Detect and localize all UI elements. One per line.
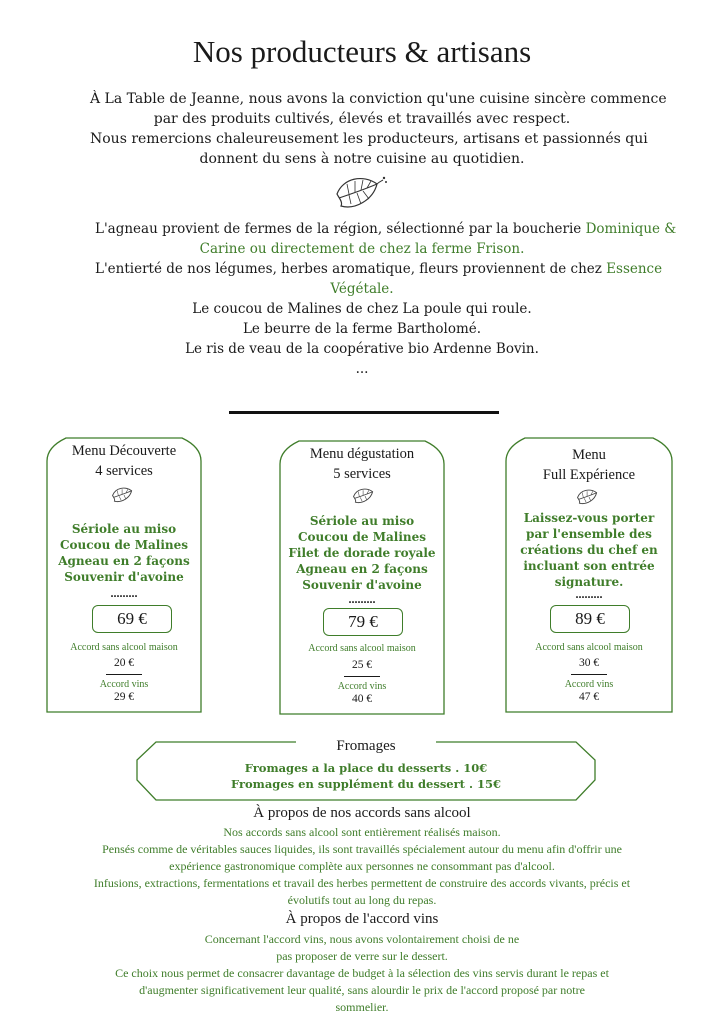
text-line: évolutifs tout au long du repas. (287, 893, 437, 907)
intro-line: par des produits cultivés, élevés et travaillés avec respect. (153, 111, 571, 127)
producer-vegetables-supplier-cont: Végétale. (330, 281, 394, 297)
intro-line: À La Table de Jeanne, nous avons la conviction qu'une cuisine sincère commence (90, 91, 667, 107)
accord-sans-alcool-price: 20 € (113, 657, 135, 669)
menu-item: incluant son entrée (523, 559, 655, 573)
accord-divider (106, 674, 142, 675)
accord-vins-label: Accord vins (564, 679, 614, 690)
menu-item: Sériole au miso (71, 522, 177, 536)
producer-coucou: Le coucou de Malines de chez La poule qui roule. (192, 301, 532, 317)
menu-item: Filet de dorade royale (288, 546, 436, 560)
accord-sans-alcool-label: Accord sans alcool maison (535, 642, 643, 653)
menu-item: par l'ensemble des (526, 527, 652, 541)
menu-dots: ......... (348, 592, 376, 606)
menu-card-degustation (279, 440, 445, 715)
fromages-title: Fromages (336, 738, 396, 754)
accord-vins-text (40, 931, 684, 1016)
intro-line: Nous remercions chaleureusement les producteurs, artisans et passionnés qui (90, 131, 648, 147)
menu-item: créations du chef en (520, 543, 658, 557)
text-line: d'augmenter significativement leur qualité, sans alourdir le prix de l'accord proposé par notre (139, 983, 585, 997)
menu-items (46, 521, 202, 585)
menu-price: 79 € (323, 608, 403, 636)
accord-vins-label: Accord vins (99, 679, 149, 690)
producer-lamb-supplier: Dominique & (585, 221, 677, 237)
menu-title-line: 5 services (333, 466, 391, 482)
text-line: Pensés comme de véritables sauces liquides, ils sont travaillés spécialement autour du menu afin d'offrir une (102, 842, 622, 856)
menu-card-full-experience (505, 437, 673, 713)
producer-sweetbread: Le ris de veau de la coopérative bio Ardenne Bovin. (185, 341, 539, 357)
text-line: expérience gastronomique complète aux personnes ne consommant pas d'alcool. (169, 859, 555, 873)
menu-title-line: Full Expérience (542, 467, 636, 483)
menu-card-decouverte (46, 437, 202, 713)
accord-sans-alcool-label: Accord sans alcool maison (70, 642, 178, 653)
leaf-icon (575, 487, 603, 507)
accord-vins-title: À propos de l'accord vins (285, 911, 439, 927)
accord-vins-price: 47 € (578, 691, 600, 703)
text-line: Concernant l'accord vins, nous avons volontairement choisi de ne (204, 932, 520, 946)
menu-dots: ......... (575, 587, 603, 601)
accord-sans-alcool-price: 30 € (578, 657, 600, 669)
intro-text (90, 89, 667, 169)
text-line: Infusions, extractions, fermentations et travail des herbes permettent de construire des accords vivants, précis et (93, 876, 631, 890)
accord-vins-label: Accord vins (337, 681, 387, 692)
intro-line: donnent du sens à notre cuisine au quotidien. (199, 151, 525, 167)
menu-dots: ......... (110, 586, 138, 600)
menu-title-line: Menu Découverte (71, 443, 177, 459)
text-line: Ce choix nous permet de consacrer davantage de budget à la sélection des vins servis durant le repas et (115, 966, 609, 980)
menu-item: Souvenir d'avoine (64, 570, 184, 584)
menu-title (46, 441, 202, 481)
menu-title (279, 444, 445, 484)
accords-sans-alcool-text (40, 824, 684, 909)
menu-price: 69 € (92, 605, 172, 633)
menu-item: Sériole au miso (309, 514, 415, 528)
menu-items (505, 510, 673, 590)
producer-lamb (95, 219, 677, 239)
menu-title-line: Menu (572, 447, 606, 463)
section-divider (229, 411, 499, 414)
accord-vins-price: 40 € (351, 693, 373, 705)
menu-item: Laissez-vous porter (523, 511, 655, 525)
menu-price: 89 € (550, 605, 630, 633)
menu-title (505, 445, 673, 485)
accord-sans-alcool-price: 25 € (351, 659, 373, 671)
menu-title-line: 4 services (95, 463, 153, 479)
text-line: sommelier. (335, 1000, 389, 1014)
producer-lamb-supplier-cont: Carine ou directement de chez la ferme Frison. (199, 241, 525, 257)
producer-vegetables-supplier: Essence (606, 261, 663, 277)
text-line: pas proposer de verre sur le dessert. (276, 949, 448, 963)
menu-item: Coucou de Malines (298, 530, 426, 544)
fromages-items (136, 760, 596, 792)
fromages-item: Fromages a la place du desserts . 10€ (244, 761, 488, 775)
accord-divider (344, 676, 380, 677)
text-line: Nos accords sans alcool sont entièrement réalisés maison. (223, 825, 501, 839)
producer-butter: Le beurre de la ferme Bartholomé. (242, 321, 482, 337)
accord-vins-price: 29 € (113, 691, 135, 703)
producer-ellipsis: ... (355, 361, 369, 377)
menu-item: signature. (554, 575, 624, 589)
accord-divider (571, 674, 607, 675)
menu-item: Souvenir d'avoine (302, 578, 422, 592)
leaf-icon (351, 486, 379, 506)
producer-vegetables-text: L'entierté de nos légumes, herbes aromatique, fleurs proviennent de chez (95, 261, 607, 277)
fromages-box (136, 738, 596, 802)
menu-title-line: Menu dégustation (309, 446, 415, 462)
accord-sans-alcool-label: Accord sans alcool maison (308, 643, 416, 654)
menu-item: Coucou de Malines (60, 538, 188, 552)
menu-item: Agneau en 2 façons (296, 562, 428, 576)
leaf-icon (333, 172, 389, 214)
leaf-icon (110, 485, 138, 505)
menu-items (279, 513, 445, 593)
accords-sans-alcool-title: À propos de nos accords sans alcool (253, 805, 471, 821)
producers-list (95, 219, 677, 379)
page-title: Nos producteurs & artisans (192, 34, 532, 69)
fromages-item: Fromages en supplément du dessert . 15€ (230, 777, 501, 791)
producer-vegetables (95, 259, 663, 279)
producer-lamb-text: L'agneau provient de fermes de la région, sélectionné par la boucherie (95, 221, 586, 237)
menu-item: Agneau en 2 façons (58, 554, 190, 568)
